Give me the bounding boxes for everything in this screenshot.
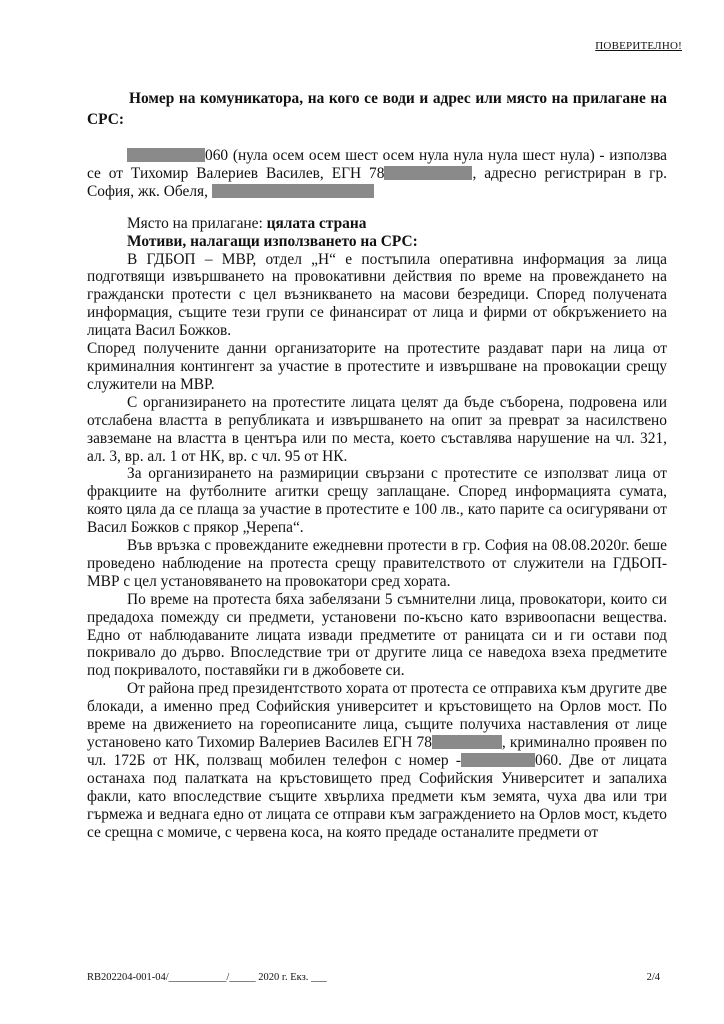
- paragraph: За организирането на размириции свързани с протестите се използват лица от фракциите на футболните агитки срещу заплащане. Според информацията сумата, която цяла да се плаща за участие в протестите е 100 лв., като парите са осигурявани от Васил Божков с прякор „Черепа“.: [87, 465, 667, 537]
- redaction-block: [461, 753, 535, 767]
- redaction-block: [384, 166, 472, 180]
- classification-label: ПОВЕРИТЕЛНО!: [595, 40, 682, 52]
- paragraph: С организирането на протестите лицата целят да бъде съборена, подровена или отслабена властта в републиката и извършването на опит за преврат за насилствено завземане на властта в центъра или по места, което съставлява нарушение на чл. 321, ал. 3, вр. ал. 1 от НК, вр. с чл. 95 от НК.: [87, 393, 667, 465]
- paragraph: По време на протеста бяха забелязани 5 съмнителни лица, провокатори, които си предадоха помежду си предмети, установени по-късно като взривоопасни вещества. Едно от наблюдаваните лицата извади предметите от раницата си и ги остави под покривало до дърво. Впоследствие три от другите лица се наведоха взеха предметите под покривалото, поставяйки ги в джобовете си.: [87, 590, 667, 680]
- place-value: цялата страна: [266, 214, 367, 232]
- page-number: 2/4: [646, 972, 660, 983]
- paragraph: Според получените данни организаторите на протестите раздават пари на лица от криминалния контингент за участие в протестите и извършване на провокации срещу служители на МВР.: [87, 340, 667, 393]
- paragraph: Във връзка с провежданите ежедневни протести в гр. София на 08.08.2020г. беше проведено наблюдение на протеста срещу правителството от служители на ГДБОП-МВР с цел установяването на провокатори сред хората.: [87, 537, 667, 590]
- redaction-block: [212, 184, 374, 198]
- section-heading: Номер на комуникатора, на кого се води и адрес или място на прилагане на СРС:: [87, 90, 667, 128]
- document-reference: RB202204-001-04/___________/_____ 2020 г. Екз. ___: [87, 972, 327, 983]
- redaction-block: [432, 735, 502, 749]
- paragraph: В ГДБОП – МВР, отдел „Н“ е постъпила оперативна информация за лица подготвящи извършването на провокативни действия по време на провеждането на граждански протести с цел възникването на масови безредици. Според получената информация, същите тези групи се финансират от лица и фирми от обкръжението на лицата Васил Божков.: [87, 250, 667, 340]
- place-line: Място на прилагане: цялата страна: [127, 214, 367, 232]
- document-body: [87, 147, 667, 841]
- paragraph: От района пред президентството хората от протеста се отправиха към другите две блокади, а именно пред Софийския университет и кръстовището на Орлов мост. По време на движението на гореописаните лица, същите получиха наставления от лице установено като Тихомир Валериев Василев ЕГН 78 , криминално проявен по чл. 172Б от НК, ползващ мобилен телефон с номер - 060. Две от лицата останаха под палатката на кръстовището пред Софийския Университет и запалиха факли, като впоследствие същите хвърлиха предмети към земята, чуха два или три гърмежа и веднага едно от лицата се отправи към заграждението на Орлов мост, където се срещна с момиче, с червена коса, на която предаде останалите предмети от: [87, 680, 667, 841]
- redaction-block: [127, 148, 205, 162]
- motives-title: Мотиви, налагащи използването на СРС:: [127, 232, 418, 250]
- communicator-paragraph: 060 (нула осем осем шест осем нула нула нула шест нула) - използва се от Тихомир Валериев Василев, ЕГН 78 , адресно регистриран в гр. София, жк. Обеля,: [87, 147, 667, 200]
